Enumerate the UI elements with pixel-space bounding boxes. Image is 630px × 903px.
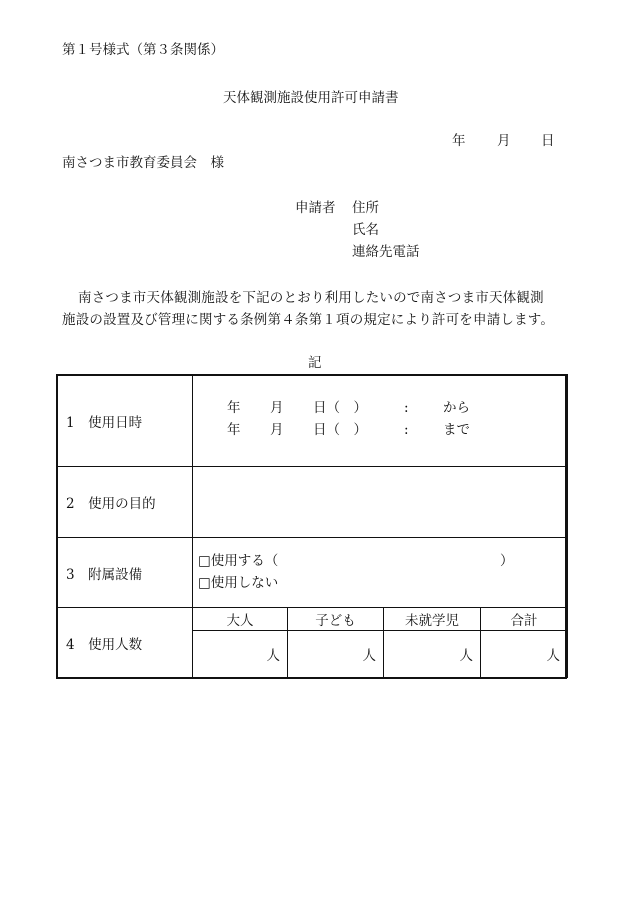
from-month: 月 (270, 399, 284, 416)
count-header-total: 合計 (481, 608, 568, 631)
equipment-not-use-option[interactable]: □使用しない (198, 574, 279, 591)
equipment-use-option[interactable]: □使用する（ (198, 552, 279, 569)
body-line-2: 施設の設置及び管理に関する条例第４条第１項の規定により許可を申請します。 (62, 312, 555, 328)
to-year: 年 (227, 421, 241, 438)
date-day: 日 (541, 133, 555, 149)
to-suffix: まで (443, 421, 470, 438)
from-year: 年 (227, 399, 241, 416)
form-number: 第１号様式（第３条関係） (62, 42, 224, 58)
from-suffix: から (443, 399, 470, 416)
datetime-row (57, 375, 568, 467)
date-month: 月 (497, 133, 511, 149)
to-day: 日（ ） (313, 421, 367, 438)
equipment-label: 3 附属設備 (57, 538, 193, 608)
addressee: 南さつま市教育委員会 様 (62, 155, 224, 171)
body-line-1: 南さつま市天体観測施設を下記のとおり利用したいので南さつま市天体観測 (78, 290, 544, 306)
application-table (56, 374, 568, 678)
from-colon: : (404, 399, 409, 416)
purpose-field[interactable] (193, 467, 568, 538)
count-adult-field[interactable]: 人 (193, 631, 288, 678)
applicant-phone-label: 連絡先電話 (352, 244, 420, 260)
from-day: 日（ ） (313, 399, 367, 416)
datetime-to-line (193, 421, 567, 443)
to-colon: : (404, 421, 409, 438)
document-title: 天体観測施設使用許可申請書 (223, 90, 399, 106)
count-preschool-field[interactable]: 人 (384, 631, 481, 678)
date-year: 年 (452, 133, 466, 149)
to-month: 月 (270, 421, 284, 438)
equipment-field (193, 538, 568, 608)
count-child-field[interactable]: 人 (288, 631, 384, 678)
purpose-row (57, 467, 568, 538)
applicant-address-label: 住所 (352, 200, 379, 216)
count-label: 4 使用人数 (57, 608, 193, 678)
equipment-use-close: ） (500, 552, 514, 569)
ki-heading: 記 (308, 355, 322, 371)
count-header-row (57, 608, 568, 631)
datetime-field[interactable] (193, 375, 568, 467)
purpose-label: 2 使用の目的 (57, 467, 193, 538)
count-header-child: 子ども (288, 608, 384, 631)
datetime-label: 1 使用日時 (57, 375, 193, 467)
applicant-name-label: 氏名 (352, 222, 379, 238)
count-header-adult: 大人 (193, 608, 288, 631)
count-header-preschool: 未就学児 (384, 608, 481, 631)
equipment-row (57, 538, 568, 608)
applicant-label: 申請者 (295, 200, 336, 216)
count-total-field[interactable]: 人 (481, 631, 568, 678)
datetime-from-line (193, 399, 567, 421)
